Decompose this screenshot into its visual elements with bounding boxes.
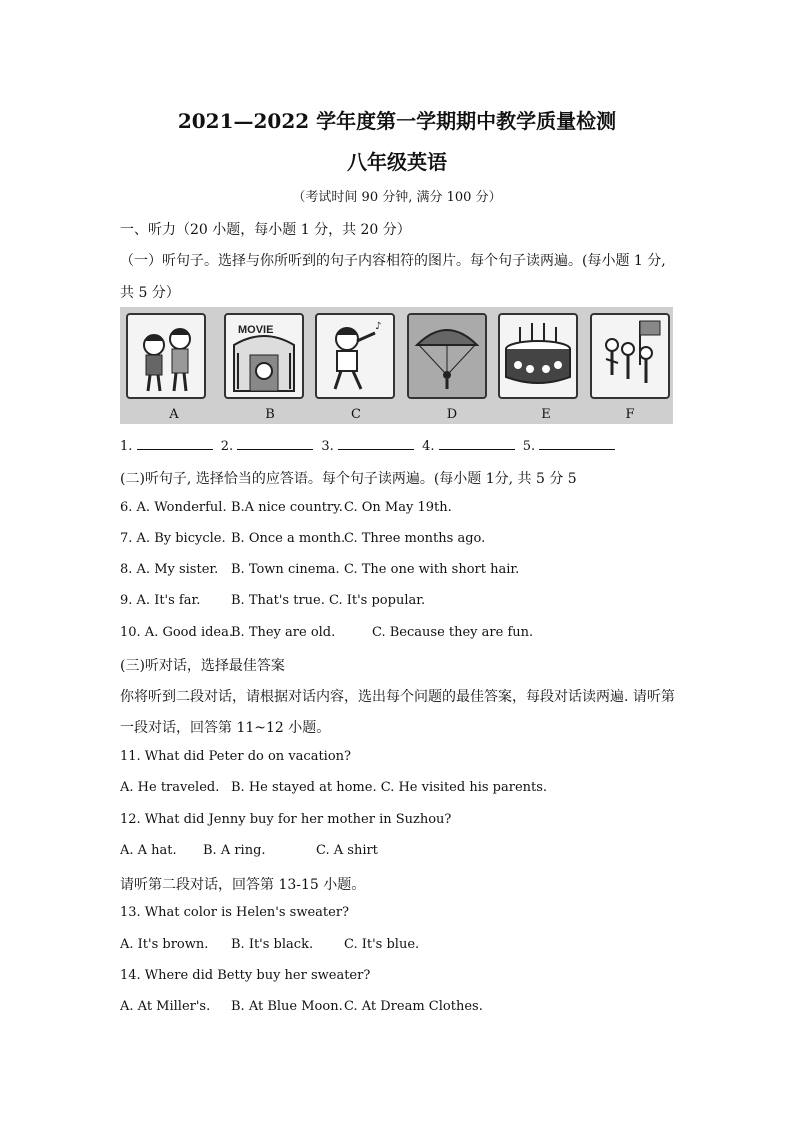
blank-label-4: 4. <box>422 439 435 454</box>
answer-blank-1[interactable] <box>137 437 213 450</box>
dialog2-instructions: 请听第二段对话，回答第 13-15 小题。 <box>120 877 366 893</box>
q10-option-b[interactable]: B. They are old. <box>231 625 336 640</box>
picture-e-birthday-cake <box>498 313 578 399</box>
question-12: 12. What did Jenny buy for her mother in Suzhou? <box>120 812 452 827</box>
question-12-options <box>120 843 378 858</box>
answer-blank-4[interactable] <box>439 437 515 450</box>
picture-label-b: B <box>265 407 275 422</box>
question-7 <box>120 531 485 546</box>
part3-instructions: 你将听到二段对话，请根据对话内容，选出每个问题的最佳答案，每段对话读两遍. 请听第 <box>120 689 675 705</box>
blank-label-1: 1. <box>120 439 133 454</box>
svg-text:♪: ♪ <box>375 321 382 332</box>
part3-instructions-cont: 一段对话，回答第 11~12 小题。 <box>120 720 331 736</box>
picture-label-c: C <box>351 407 361 422</box>
answer-blank-5[interactable] <box>539 437 615 450</box>
q14-option-b[interactable]: B. At Blue Moon. <box>231 999 343 1014</box>
question-11: 11. What did Peter do on vacation? <box>120 749 351 764</box>
q9-option-b[interactable]: B. That's true. <box>231 593 325 608</box>
question-13-options <box>120 937 419 952</box>
answer-blanks <box>120 437 619 454</box>
part2-instructions: (二)听句子, 选择恰当的应答语。每个句子读两遍。(每小题 1分, 共 5 分 5 <box>120 471 577 487</box>
q6-option-b[interactable]: B.A nice country. <box>231 500 343 515</box>
blank-label-5: 5. <box>522 439 536 454</box>
picture-c-boy-singing <box>315 313 395 399</box>
q13-option-a[interactable]: A. It's brown. <box>120 937 209 952</box>
q7-option-a[interactable]: 7. A. By bicycle. <box>120 531 226 546</box>
q11-option-a[interactable]: A. He traveled. <box>120 780 220 795</box>
exam-info: （考试时间 90 分钟, 满分 100 分） <box>292 190 502 205</box>
question-13: 13. What color is Helen's sweater? <box>120 905 350 920</box>
q13-option-b[interactable]: B. It's black. <box>231 937 314 952</box>
question-9 <box>120 593 425 608</box>
q11-options-bc[interactable]: B. He stayed at home. C. He visited his parents. <box>231 780 548 795</box>
question-11-options <box>120 780 547 795</box>
picture-b-movie-theater <box>224 313 304 399</box>
part1-instructions: （一）听句子。选择与你所听到的句子内容相符的图片。每个句子读两遍。(每小题 1 分, <box>120 253 666 269</box>
question-8 <box>120 562 519 577</box>
q7-option-b[interactable]: B. Once a month. <box>231 531 346 546</box>
q6-option-c[interactable]: C. On May 19th. <box>344 500 452 515</box>
q9-option-a[interactable]: 9. A. It's far. <box>120 593 201 608</box>
section-heading: 一、听力（20 小题，每小题 1 分，共 20 分） <box>120 222 411 238</box>
picture-f-people-with-flag <box>590 313 670 399</box>
q12-option-c[interactable]: C. A shirt <box>316 843 378 858</box>
answer-blank-2[interactable] <box>237 437 313 450</box>
movie-sign: MOVIE <box>238 324 274 336</box>
picture-label-d: D <box>446 407 458 422</box>
q9-option-c[interactable]: C. It's popular. <box>329 593 426 608</box>
q12-option-b[interactable]: B. A ring. <box>203 843 266 858</box>
q7-option-c[interactable]: C. Three months ago. <box>344 531 486 546</box>
q14-option-a[interactable]: A. At Miller's. <box>120 999 211 1014</box>
picture-label-e: E <box>541 407 551 422</box>
q13-option-c[interactable]: C. It's blue. <box>344 937 420 952</box>
question-14: 14. Where did Betty buy her sweater? <box>120 968 371 983</box>
q10-option-a[interactable]: 10. A. Good idea. <box>120 625 234 640</box>
picture-label-a: A <box>169 407 179 422</box>
question-10 <box>120 625 533 640</box>
q8-option-a[interactable]: 8. A. My sister. <box>120 562 219 577</box>
listening-pictures <box>120 307 673 424</box>
exam-subject: 八年级英语 <box>347 150 447 174</box>
q8-option-c[interactable]: C. The one with short hair. <box>344 562 520 577</box>
blank-label-2: 2. <box>220 439 234 454</box>
exam-title: 2021—2022 学年度第一学期期中教学质量检测 <box>177 109 617 133</box>
q6-option-a[interactable]: 6. A. Wonderful. <box>120 500 227 515</box>
question-6 <box>120 500 452 515</box>
q10-option-c[interactable]: C. Because they are fun. <box>372 625 534 640</box>
question-14-options <box>120 999 483 1014</box>
blank-label-3: 3. <box>321 439 334 454</box>
part1-instructions-cont: 共 5 分） <box>120 285 180 301</box>
answer-blank-3[interactable] <box>338 437 414 450</box>
q8-option-b[interactable]: B. Town cinema. <box>231 562 340 577</box>
q12-option-a[interactable]: A. A hat. <box>120 843 177 858</box>
picture-d-parachute <box>407 313 487 399</box>
part3-heading: (三)听对话，选择最佳答案 <box>120 658 285 674</box>
picture-label-f: F <box>625 407 635 422</box>
q14-option-c[interactable]: C. At Dream Clothes. <box>344 999 483 1014</box>
picture-a-two-children <box>126 313 206 399</box>
